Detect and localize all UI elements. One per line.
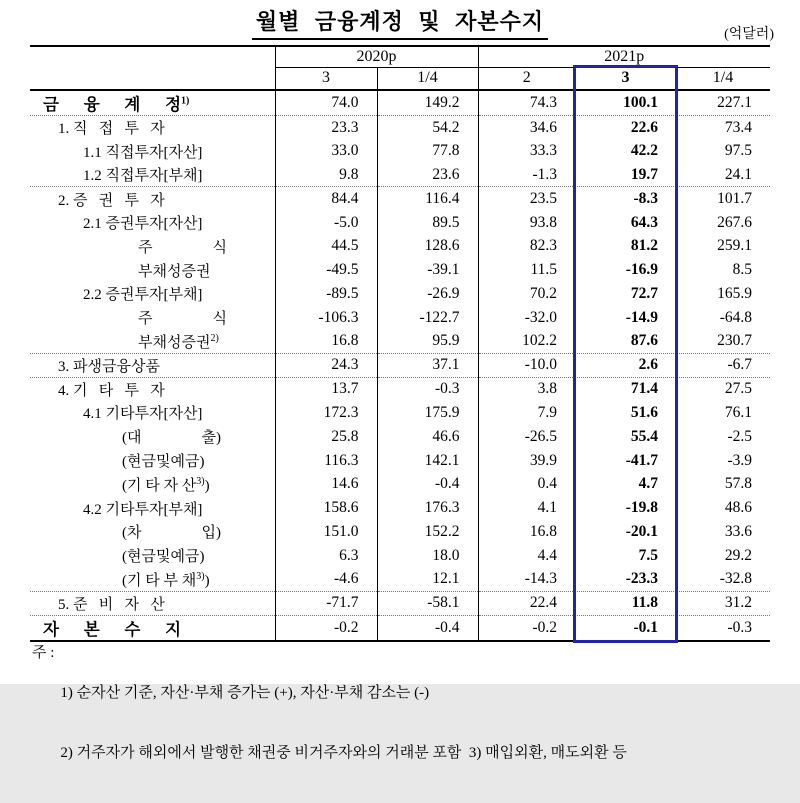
cell-value: -0.1 bbox=[575, 615, 676, 641]
cell-value: -41.7 bbox=[625, 451, 658, 469]
table-row bbox=[30, 258, 770, 282]
cell-value: -0.3 bbox=[676, 615, 770, 641]
cell-value: 22.4 bbox=[478, 591, 575, 615]
table-row bbox=[30, 139, 770, 163]
cell-value: 23.6 bbox=[377, 163, 478, 187]
cell-value: 22.6 bbox=[575, 116, 676, 140]
table-row bbox=[30, 116, 770, 140]
col-header-2021-2: 2 bbox=[478, 67, 575, 90]
cell-value: -58.1 bbox=[377, 591, 478, 615]
cell-value: 54.2 bbox=[377, 116, 478, 140]
year-header-2021p: 2021p bbox=[478, 46, 770, 67]
row-label: 2.1 증권투자[자산] bbox=[30, 211, 275, 235]
cell-value: 7.5 bbox=[638, 546, 658, 564]
cell-value: 259.1 bbox=[717, 237, 752, 255]
table-row bbox=[30, 425, 770, 449]
cell-value: -49.5 bbox=[275, 258, 377, 282]
cell-value: 14.6 bbox=[275, 472, 377, 496]
table-row bbox=[30, 306, 770, 330]
cell-value: 230.7 bbox=[717, 332, 752, 350]
cell-value: 24.3 bbox=[275, 353, 377, 377]
cell-value: -26.9 bbox=[377, 282, 478, 306]
col-header-2020-3: 3 bbox=[275, 67, 377, 90]
table-row bbox=[30, 472, 770, 496]
table-row bbox=[30, 282, 770, 306]
row-label: (기 타 부 채$^{3)}$) bbox=[30, 568, 275, 592]
cell-value: -14.3 bbox=[524, 570, 557, 588]
unit-label: (억달러) bbox=[724, 27, 774, 42]
table-row bbox=[30, 90, 770, 116]
row-label: 1. 직 접 투 자 bbox=[30, 116, 275, 140]
row-label: (차 입) bbox=[30, 520, 275, 544]
cell-value: -5.0 bbox=[275, 211, 377, 235]
row-label: 3. 파생금융상품 bbox=[30, 353, 275, 377]
table-row bbox=[30, 591, 770, 615]
page-title: 월별 금융계정 및 자본수지 bbox=[252, 5, 548, 40]
cell-value: 77.8 bbox=[377, 139, 478, 163]
cell-value: 48.6 bbox=[724, 499, 752, 517]
cell-value: 81.2 bbox=[630, 237, 658, 255]
cell-value: 73.4 bbox=[676, 116, 770, 140]
cell-value: 227.1 bbox=[717, 94, 752, 111]
row-label: 부채성증권 bbox=[30, 258, 275, 282]
cell-value: 116.3 bbox=[275, 449, 377, 473]
cell-value: 128.6 bbox=[377, 234, 478, 258]
financial-account-table bbox=[30, 45, 770, 642]
cell-value: -14.9 bbox=[625, 308, 658, 326]
table-row bbox=[30, 377, 770, 401]
cell-value: 8.5 bbox=[732, 261, 752, 279]
cell-value: 42.2 bbox=[630, 142, 658, 160]
cell-value: 33.0 bbox=[275, 139, 377, 163]
cell-value: 16.8 bbox=[275, 330, 377, 354]
table-row bbox=[30, 544, 770, 568]
cell-value: 84.4 bbox=[275, 187, 377, 211]
cell-value: -0.4 bbox=[377, 615, 478, 641]
row-label: 4.1 기타투자[자산] bbox=[30, 401, 275, 425]
table-row bbox=[30, 615, 770, 641]
row-label: 자 본 수 지 bbox=[30, 615, 275, 641]
cell-value: 158.6 bbox=[275, 496, 377, 520]
col-header-2020-q1: 1/4 bbox=[377, 67, 478, 90]
cell-value: 95.9 bbox=[377, 330, 478, 354]
cell-value: 172.3 bbox=[275, 401, 377, 425]
cell-value: -106.3 bbox=[275, 306, 377, 330]
table-row bbox=[30, 187, 770, 211]
table-row bbox=[30, 401, 770, 425]
cell-value: -3.9 bbox=[727, 451, 752, 469]
label-column-header bbox=[30, 46, 275, 90]
cell-value: 34.6 bbox=[478, 116, 575, 140]
cell-value: 151.0 bbox=[275, 520, 377, 544]
cell-value: -6.7 bbox=[676, 353, 770, 377]
row-label: 금 융 계 정$^{1)}$ bbox=[30, 90, 275, 116]
cell-value: 64.3 bbox=[630, 213, 658, 231]
cell-value: 87.6 bbox=[630, 332, 658, 350]
cell-value: 267.6 bbox=[717, 213, 752, 231]
cell-value: 6.3 bbox=[275, 544, 377, 568]
year-header-row bbox=[30, 46, 770, 67]
year-header-2020p: 2020p bbox=[275, 46, 478, 67]
cell-value: -23.3 bbox=[625, 570, 658, 588]
cell-value: -4.6 bbox=[275, 568, 377, 592]
cell-value: 93.8 bbox=[529, 213, 557, 231]
cell-value: -122.7 bbox=[377, 306, 478, 330]
row-label: 1.2 직접투자[부채] bbox=[30, 163, 275, 187]
row-label: 부채성증권$^{2)}$ bbox=[30, 330, 275, 354]
cell-value: 152.2 bbox=[377, 520, 478, 544]
cell-value: 29.2 bbox=[724, 546, 752, 564]
cell-value: 19.7 bbox=[630, 165, 658, 183]
cell-value: 39.9 bbox=[529, 451, 557, 469]
footnote-lines bbox=[60, 643, 626, 803]
cell-value: -10.0 bbox=[478, 353, 575, 377]
cell-value: 70.2 bbox=[529, 284, 557, 302]
cell-value: 7.9 bbox=[537, 403, 557, 421]
cell-value: -39.1 bbox=[377, 258, 478, 282]
row-label: (현금및예금) bbox=[30, 449, 275, 473]
row-label: 4.2 기타투자[부채] bbox=[30, 496, 275, 520]
cell-value: -0.2 bbox=[478, 615, 575, 641]
cell-value: 51.6 bbox=[630, 403, 658, 421]
cell-value: 25.8 bbox=[275, 425, 377, 449]
cell-value: 31.2 bbox=[676, 591, 770, 615]
row-label: 주 식 bbox=[30, 306, 275, 330]
cell-value: 12.1 bbox=[377, 568, 478, 592]
cell-value: 23.3 bbox=[275, 116, 377, 140]
cell-value: 0.4 bbox=[537, 475, 557, 493]
cell-value: 33.6 bbox=[724, 522, 752, 540]
table-row bbox=[30, 520, 770, 544]
cell-value: 55.4 bbox=[630, 427, 658, 445]
footnote-line-2: 2) 거주자가 해외에서 발행한 채권중 비거주자와의 거래분 포함 3) 매입외환, 매도외환 등 bbox=[60, 745, 627, 761]
cell-value: 33.3 bbox=[529, 142, 557, 160]
cell-value: 23.5 bbox=[478, 187, 575, 211]
cell-value: -32.0 bbox=[524, 308, 557, 326]
cell-value: 102.2 bbox=[522, 332, 557, 350]
cell-value: 13.7 bbox=[275, 377, 377, 401]
cell-value: 4.4 bbox=[537, 546, 557, 564]
cell-value: -0.3 bbox=[377, 377, 478, 401]
cell-value: 11.8 bbox=[575, 591, 676, 615]
row-label: (기 타 자 산$^{3)}$) bbox=[30, 472, 275, 496]
cell-value: 142.1 bbox=[377, 449, 478, 473]
row-label: 5. 준 비 자 산 bbox=[30, 591, 275, 615]
cell-value: -32.8 bbox=[719, 570, 752, 588]
cell-value: -8.3 bbox=[575, 187, 676, 211]
cell-value: 24.1 bbox=[724, 165, 752, 183]
col-header-2021-q1: 1/4 bbox=[676, 67, 770, 90]
table-body bbox=[30, 90, 770, 641]
footnotes bbox=[32, 643, 627, 803]
cell-value: 100.1 bbox=[623, 94, 658, 111]
row-label: 2.2 증권투자[부채] bbox=[30, 282, 275, 306]
cell-value: 9.8 bbox=[275, 163, 377, 187]
cell-value: -0.2 bbox=[275, 615, 377, 641]
cell-value: 46.6 bbox=[377, 425, 478, 449]
cell-value: 149.2 bbox=[377, 90, 478, 116]
cell-value: -89.5 bbox=[275, 282, 377, 306]
cell-value: 4.1 bbox=[537, 499, 557, 517]
cell-value: 4.7 bbox=[638, 475, 658, 493]
cell-value: 176.3 bbox=[377, 496, 478, 520]
row-label: (현금및예금) bbox=[30, 544, 275, 568]
cell-value: -1.3 bbox=[532, 165, 557, 183]
cell-value: 3.8 bbox=[478, 377, 575, 401]
cell-value: 18.0 bbox=[377, 544, 478, 568]
cell-value: 2.6 bbox=[575, 353, 676, 377]
row-label: 1.1 직접투자[자산] bbox=[30, 139, 275, 163]
cell-value: 82.3 bbox=[529, 237, 557, 255]
cell-value: 165.9 bbox=[717, 284, 752, 302]
cell-value: 27.5 bbox=[676, 377, 770, 401]
table-row bbox=[30, 568, 770, 592]
row-label: (대 출) bbox=[30, 425, 275, 449]
cell-value: -64.8 bbox=[719, 308, 752, 326]
cell-value: 89.5 bbox=[377, 211, 478, 235]
col-header-2021-3-highlighted: 3 bbox=[575, 67, 676, 90]
row-label: 2. 증 권 투 자 bbox=[30, 187, 275, 211]
cell-value: 74.3 bbox=[529, 94, 557, 111]
footnote-line-1: 1) 순자산 기준, 자산·부채 증가는 (+), 자산·부채 감소는 (-) bbox=[60, 685, 430, 701]
cell-value: -20.1 bbox=[625, 522, 658, 540]
cell-value: -71.7 bbox=[275, 591, 377, 615]
footnote-prefix: 주 : bbox=[32, 645, 55, 661]
row-label: 4. 기 타 투 자 bbox=[30, 377, 275, 401]
cell-value: -0.4 bbox=[377, 472, 478, 496]
cell-value: 76.1 bbox=[724, 403, 752, 421]
cell-value: 71.4 bbox=[575, 377, 676, 401]
table-row bbox=[30, 234, 770, 258]
cell-value: 97.5 bbox=[724, 142, 752, 160]
cell-value: 116.4 bbox=[377, 187, 478, 211]
table-row bbox=[30, 449, 770, 473]
cell-value: 16.8 bbox=[529, 522, 557, 540]
title-wrap bbox=[0, 0, 800, 40]
table-row bbox=[30, 330, 770, 354]
cell-value: 57.8 bbox=[724, 475, 752, 493]
cell-value: -16.9 bbox=[625, 261, 658, 279]
cell-value: 37.1 bbox=[377, 353, 478, 377]
cell-value: 175.9 bbox=[377, 401, 478, 425]
row-label: 주 식 bbox=[30, 234, 275, 258]
cell-value: 44.5 bbox=[275, 234, 377, 258]
table-row bbox=[30, 496, 770, 520]
cell-value: 74.0 bbox=[275, 90, 377, 116]
table-row bbox=[30, 353, 770, 377]
cell-value: 11.5 bbox=[530, 261, 557, 279]
cell-value: -19.8 bbox=[625, 499, 658, 517]
cell-value: -26.5 bbox=[524, 427, 557, 445]
cell-value: 101.7 bbox=[676, 187, 770, 211]
table-row bbox=[30, 211, 770, 235]
cell-value: 72.7 bbox=[630, 284, 658, 302]
table-row bbox=[30, 163, 770, 187]
cell-value: -2.5 bbox=[727, 427, 752, 445]
table-header bbox=[30, 46, 770, 90]
